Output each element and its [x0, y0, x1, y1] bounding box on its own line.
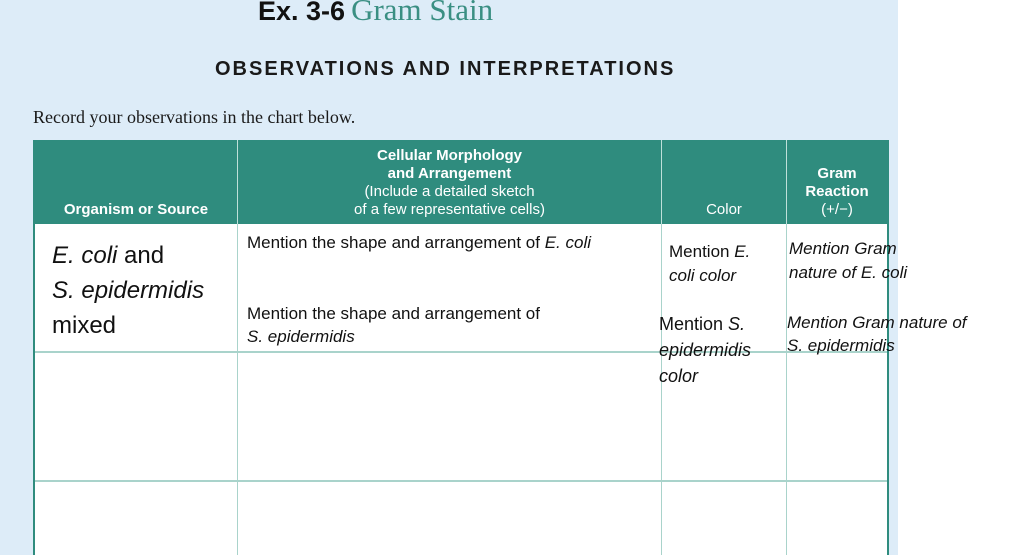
- observations-table: [33, 140, 908, 555]
- row-divider: [35, 351, 887, 353]
- header-color: Color: [706, 201, 742, 218]
- row-divider: [35, 480, 887, 482]
- morphology-ecoli: Mention the shape and arrangement of E. coli: [247, 233, 591, 252]
- exercise-name: Gram Stain: [351, 0, 494, 27]
- table-header: [35, 140, 887, 224]
- gram-sepidermidis: Mention Gram nature of S. epidermidis: [787, 313, 967, 355]
- gram-ecoli: Mention Gram nature of E. coli: [789, 239, 908, 282]
- column-divider: [786, 224, 787, 555]
- instructions-text: Record your observations in the chart below.: [33, 107, 356, 127]
- column-divider: [237, 224, 238, 555]
- color-ecoli: Mention E. coli color: [669, 242, 751, 285]
- header-organism: Organism or Source: [63, 201, 209, 218]
- organism-cell: E. coli and S. epidermidis mixed: [52, 242, 205, 339]
- header-gram-reaction: Gram Reaction (+/−): [805, 165, 869, 218]
- morphology-sepidermidis: Mention the shape and arrangement of S. epidermidis: [247, 304, 540, 346]
- column-divider: [661, 224, 662, 555]
- header-morphology: Cellular Morphology and Arrangement (Include a detailed sketch of a few representative cells): [354, 147, 545, 218]
- exercise-number: Ex. 3-6: [258, 0, 346, 26]
- exercise-title: [258, 0, 493, 34]
- color-sepidermidis: Mention S. epidermidis color: [659, 314, 752, 386]
- section-heading: OBSERVATIONS AND INTERPRETATIONS: [215, 58, 676, 80]
